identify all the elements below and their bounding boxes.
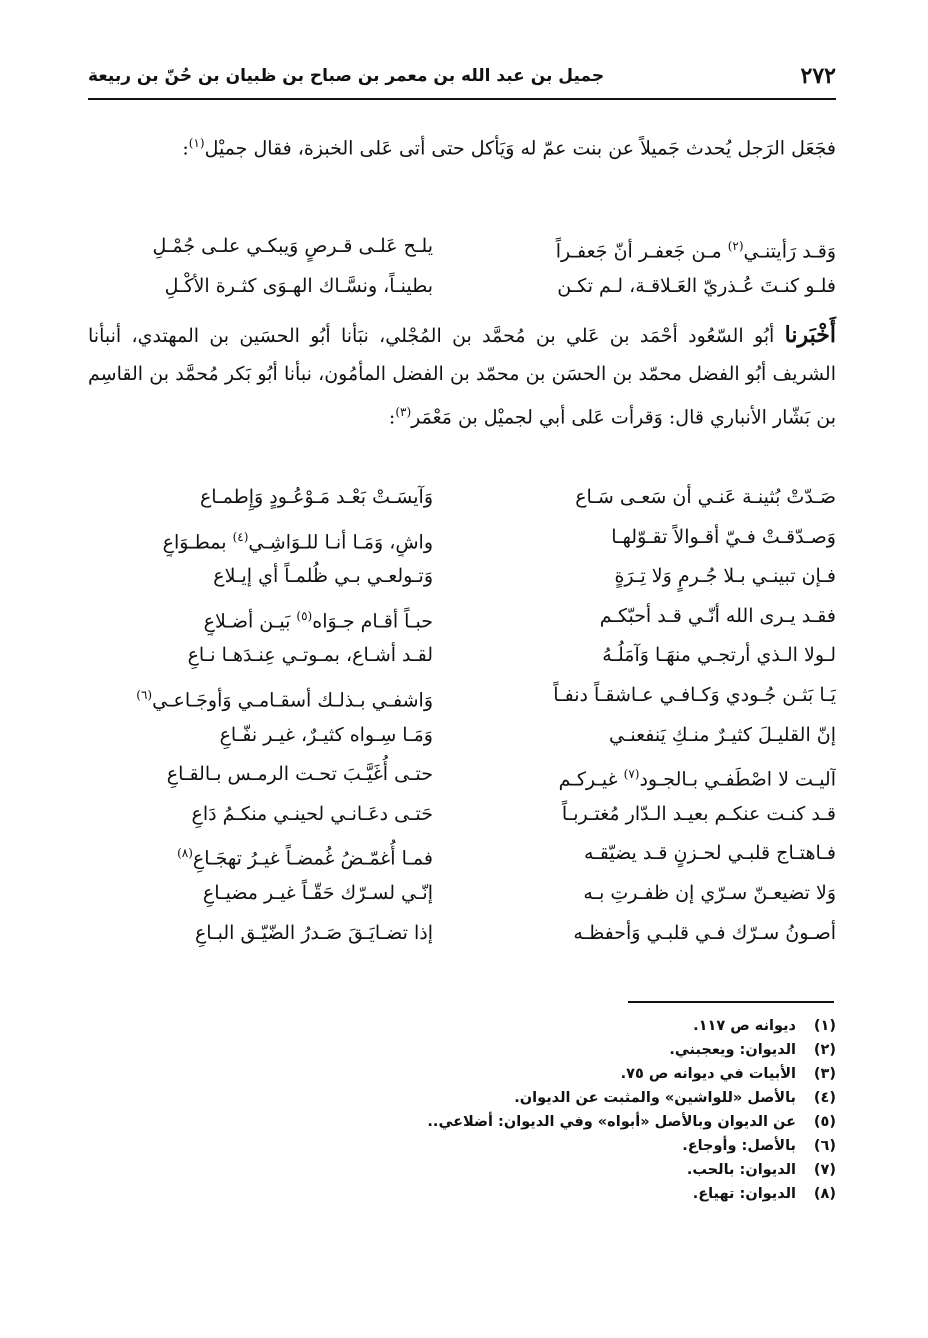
footnote-number: (٣)	[813, 1066, 836, 1082]
footnotes	[88, 1014, 836, 1206]
footnote	[88, 1110, 836, 1134]
verse-line	[88, 676, 836, 716]
hemistich-text: وَصـدّقـتْ فـيّ أقـوالاً تقـوّلهـا	[611, 525, 836, 548]
verse-line	[88, 716, 836, 756]
hemistich-text: إنّـي لسـرّك حَقّـاً غيـر مضيـاعِ	[202, 881, 433, 904]
hemistich-text: صَـدّتْ بُثينـة عَنـي أن سَعـى سَـاع	[575, 486, 836, 508]
footnote-number: (١)	[813, 1018, 836, 1034]
hemistich-text: حَتـى دعَـانـي لحينـي منكـمُ دَاعِ	[191, 802, 433, 825]
footnote-text: الديوان: بالحب.	[686, 1162, 796, 1178]
hemistich-text: بطينـاً، ونسَّـاك الهـوَى كثـرة الأكْـلِ	[164, 275, 433, 297]
footnote	[88, 1038, 836, 1062]
second-hemistich	[88, 518, 433, 558]
intro-paragraph	[88, 124, 836, 167]
second-hemistich	[88, 755, 433, 795]
hemistich-text: لـولا الـذي أرتجـي منهَـا وَآمَلُـهُ	[602, 644, 836, 667]
hemistich-text: فمـا أُغمّـضُ غُمضـاً غيـرُ تهجَـاعِ	[192, 847, 433, 870]
second-hemistich	[88, 597, 433, 637]
footnote-number: (٥)	[813, 1114, 836, 1130]
footnote-marker: (١)	[188, 136, 205, 150]
verse-line	[88, 557, 836, 597]
footnote-number: (٤)	[813, 1090, 836, 1106]
second-hemistich	[88, 557, 433, 597]
hemistich-text: قـد كنـت عنكـم بعيـد الـدّار مُغتـربـاً	[561, 802, 836, 825]
footnote-text: الأبيات في ديوانه ص ٧٥.	[620, 1066, 796, 1082]
verse-line	[88, 874, 836, 914]
footnote-text: بالأصل «للواشين» والمثبت عن الديوان.	[514, 1090, 796, 1106]
footnote-number: (٢)	[813, 1042, 836, 1058]
header-rule	[88, 98, 836, 100]
verse-line	[88, 834, 836, 874]
footnote	[88, 1086, 836, 1110]
hemistich-text: وَاشفـي بـذلـك أسقـامـي وَأوجَـاعـي	[152, 689, 433, 712]
hemistich-text: مـن جَعفـر أنّ جَعفـراً	[555, 240, 728, 263]
page-number: ٢٧٢	[800, 63, 836, 89]
footnote-marker: (٧)	[623, 767, 640, 782]
footnote-text: ديوانه ص ١١٧.	[693, 1018, 796, 1034]
hemistich-text: حبـاً أقـام جـوَاه	[312, 610, 433, 633]
second-hemistich	[88, 676, 433, 716]
footnote-number: (٦)	[813, 1138, 836, 1154]
verse-line	[88, 478, 836, 518]
hemistich-text: فلـو كنـتَ عُـذريّ العَـلاقـة، لـم تكـن	[557, 275, 836, 297]
footnote	[88, 1158, 836, 1182]
first-hemistich	[491, 597, 836, 637]
first-hemistich	[491, 266, 836, 306]
hemistich-text: يلـح عَلـى قـرصٍ وَيبكـي علـى جُمْـلِ	[152, 235, 433, 257]
isnad-cue-word: أَخْبَرنا	[784, 322, 836, 348]
hemistich-text: وَلا تضيعـنّ سـرّي إن ظفـرتِ بـه	[583, 881, 836, 904]
first-hemistich	[491, 557, 836, 597]
hemistich-text: وَمَـا سِـواه كثيـرٌ، غيـر نفّـاعِ	[219, 723, 433, 746]
footnote-text: الديوان: تهياع.	[692, 1186, 796, 1202]
second-hemistich	[88, 226, 433, 266]
hemistich-text: فقـد يـرى الله أنّـي قـد أحبّكـم	[599, 604, 836, 627]
footnote	[88, 1134, 836, 1158]
footnote	[88, 1062, 836, 1086]
first-hemistich	[491, 755, 836, 795]
first-hemistich	[491, 518, 836, 558]
first-hemistich	[491, 874, 836, 914]
intro-colon: :	[182, 137, 189, 160]
footnote-marker: (٣)	[395, 405, 412, 419]
verse-line	[88, 266, 836, 306]
verse-line	[88, 597, 836, 637]
hemistich-text: أصـونُ سـرّك فـي قلبـي وَأحفظـه	[573, 921, 836, 944]
running-title: جميل بن عبد الله بن معمر بن صباح بن ظبيان بن حُنّ بن ربيعة	[88, 66, 605, 86]
second-hemistich	[88, 914, 433, 954]
verse-line	[88, 755, 836, 795]
poem-1	[88, 226, 836, 306]
hemistich-text: آليـت لا اصْطَفـي بـالجـود	[639, 768, 836, 791]
hemistich-text: بمطـوَاعٍ	[162, 530, 233, 553]
first-hemistich	[491, 478, 836, 518]
page-header	[88, 56, 836, 96]
hemistich-text: فـاهتـاج قلبـي لحـزنٍ قـد يضيّقـه	[583, 842, 836, 865]
hemistich-text: بَيـن أضـلاعٍ	[203, 610, 297, 633]
footnote-number: (٧)	[813, 1162, 836, 1178]
hemistich-text: يَـا بَثـن جُـودي وَكـافـي عـاشقـاً دنفـاً	[553, 683, 836, 706]
footnote	[88, 1182, 836, 1206]
verse-line	[88, 226, 836, 266]
first-hemistich	[491, 636, 836, 676]
hemistich-text: حتـى أُغَيَّـبَ تحـت الرمـس بـالقـاعِ	[166, 763, 433, 786]
first-hemistich	[491, 914, 836, 954]
first-hemistich	[491, 795, 836, 835]
hemistich-text: إذا تضـايَـقَ صَـدرُ الضّيّـق البـاعِ	[194, 921, 433, 944]
intro-text: فجَعَل الرَجل يُحدث جَميلاً عن بنت عمّ له وَيَأكل حتى أتى عَلى الخبزة، فقال جميْل	[204, 137, 836, 160]
first-hemistich	[491, 716, 836, 756]
footnote-number: (٨)	[813, 1186, 836, 1202]
hemistich-text: وَتـولعـي بـي ظُلمـاً أي إيـلاع	[213, 565, 433, 588]
second-hemistich	[88, 874, 433, 914]
verse-line	[88, 914, 836, 954]
footnote-separator	[628, 1001, 834, 1003]
second-hemistich	[88, 636, 433, 676]
first-hemistich	[491, 226, 836, 266]
isnad-colon: :	[388, 406, 396, 429]
second-hemistich	[88, 716, 433, 756]
second-hemistich	[88, 266, 433, 306]
verse-line	[88, 795, 836, 835]
hemistich-text: لقـد أشـاع، بمـوتـي عِنـدَهـا نـاعِ	[187, 644, 433, 667]
footnote	[88, 1014, 836, 1038]
footnote-marker: (٥)	[296, 608, 313, 623]
footnote-marker: (٨)	[177, 846, 193, 861]
second-hemistich	[88, 834, 433, 874]
verse-line	[88, 636, 836, 676]
hemistich-text: وَآيسَـتْ بَعْـد مَـوْعُـودٍ وَإِطمـاع	[199, 486, 433, 508]
footnote-marker: (٢)	[727, 239, 744, 253]
hemistich-text: واشٍ، وَمَـا أنـا للـوَاشِـي	[248, 530, 433, 553]
first-hemistich	[491, 676, 836, 716]
isnad-text: أبُو السّعُود أحْمَد بن عَلي بن مُحمَّد بن المُجْلي، نبَأنا أبُو الحسَين بن المهتدي، أنبأنا الشريف أبُو الفضل محمّد بن الحسَن بن محمّد بن الفضل المأمُون، نبأنا أبُو بَكر مُحمَّد بن القاسِم بن بَشّار الأنباري قال: وَقرأت عَلى أبي لجميْل بن مَعْمَر	[88, 325, 836, 429]
hemistich-text: وَقـد رَأيتنـي	[743, 240, 836, 263]
hemistich-text: إنّ القليـلَ كثيـرٌ منـكِ يَنفعنـي	[608, 723, 836, 746]
footnote-marker: (٤)	[232, 529, 249, 544]
poem-2	[88, 478, 836, 953]
verse-line	[88, 518, 836, 558]
footnote-marker: (٦)	[136, 687, 153, 702]
second-hemistich	[88, 795, 433, 835]
hemistich-text: غيـركـم	[558, 768, 624, 791]
first-hemistich	[491, 834, 836, 874]
footnote-text: الديوان: ويعجبني.	[669, 1042, 796, 1058]
isnad-paragraph	[88, 316, 836, 436]
footnote-text: بالأصل: وأوجاع.	[682, 1138, 796, 1154]
hemistich-text: فـإن تبينـي بـلا جُـرمٍ وَلا تِـرَةٍ	[614, 565, 836, 588]
second-hemistich	[88, 478, 433, 518]
footnote-text: عن الديوان وبالأصل «أبواه» وفي الديوان: أضلاعي..	[427, 1114, 796, 1130]
